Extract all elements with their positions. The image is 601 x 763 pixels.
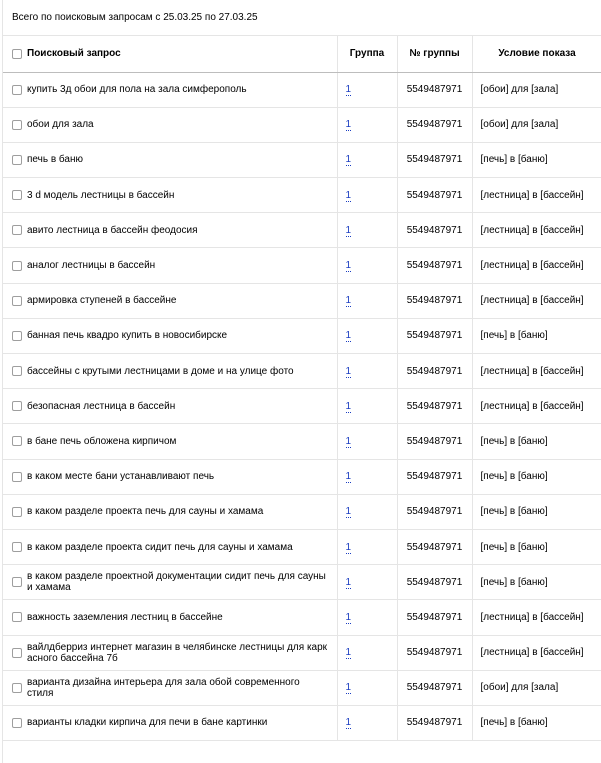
group-number-cell: 5549487971 <box>397 72 472 107</box>
query-cell <box>3 283 337 318</box>
condition-cell: [лестница] в [бассейн] <box>472 178 601 213</box>
group-cell <box>337 72 397 107</box>
query-text: банная печь квадро купить в новосибирске <box>27 330 228 342</box>
search-queries-table <box>3 36 601 741</box>
group-link[interactable]: 1 <box>345 154 352 166</box>
query-cell <box>3 142 337 177</box>
row-checkbox[interactable] <box>12 85 22 95</box>
group-number-cell: 5549487971 <box>397 600 472 635</box>
row-checkbox[interactable] <box>12 120 22 130</box>
condition-cell: [печь] в [баню] <box>472 318 601 353</box>
query-cell <box>3 705 337 740</box>
condition-cell: [обои] для [зала] <box>472 72 601 107</box>
condition-cell: [печь] в [баню] <box>472 142 601 177</box>
group-link[interactable]: 1 <box>345 682 352 694</box>
group-number-cell: 5549487971 <box>397 529 472 564</box>
query-cell <box>3 459 337 494</box>
report-panel <box>2 0 601 763</box>
group-link[interactable]: 1 <box>345 400 352 412</box>
group-link[interactable]: 1 <box>345 576 352 588</box>
group-number-cell: 5549487971 <box>397 142 472 177</box>
condition-cell: [печь] в [баню] <box>472 424 601 459</box>
condition-cell: [лестница] в [бассейн] <box>472 213 601 248</box>
table-row <box>3 107 601 142</box>
group-number-cell: 5549487971 <box>397 635 472 670</box>
row-checkbox[interactable] <box>12 190 22 200</box>
column-header-group-no: № группы <box>397 36 472 72</box>
group-link[interactable]: 1 <box>345 541 352 553</box>
row-checkbox[interactable] <box>12 401 22 411</box>
group-number-cell: 5549487971 <box>397 178 472 213</box>
table-row <box>3 494 601 529</box>
table-row <box>3 565 601 600</box>
report-summary: Всего по поисковым запросам с 25.03.25 по 27.03.25 <box>3 0 601 36</box>
group-cell <box>337 142 397 177</box>
query-cell <box>3 72 337 107</box>
group-cell <box>337 248 397 283</box>
condition-cell: [обои] для [зала] <box>472 670 601 705</box>
table-row <box>3 72 601 107</box>
row-checkbox[interactable] <box>12 155 22 165</box>
query-cell <box>3 600 337 635</box>
condition-cell: [печь] в [баню] <box>472 494 601 529</box>
group-link[interactable]: 1 <box>345 119 352 131</box>
group-cell <box>337 318 397 353</box>
condition-cell: [печь] в [баню] <box>472 459 601 494</box>
group-cell <box>337 283 397 318</box>
group-number-cell: 5549487971 <box>397 318 472 353</box>
group-link[interactable]: 1 <box>345 330 352 342</box>
row-checkbox[interactable] <box>12 261 22 271</box>
query-text: в каком разделе проекта сидит печь для сауны и хамама <box>27 541 293 553</box>
query-cell <box>3 494 337 529</box>
query-text: варианты кладки кирпича для печи в бане картинки <box>27 717 268 729</box>
query-cell <box>3 248 337 283</box>
column-header-condition: Условие показа <box>472 36 601 72</box>
query-cell <box>3 389 337 424</box>
query-cell <box>3 318 337 353</box>
group-link[interactable]: 1 <box>345 611 352 623</box>
table-row <box>3 705 601 740</box>
query-cell <box>3 565 337 600</box>
select-all-checkbox[interactable] <box>12 49 22 59</box>
row-checkbox[interactable] <box>12 331 22 341</box>
query-text: вайлдберриз интернет магазин в челябинске лестницы для карк асного бассейна 7б <box>27 641 328 664</box>
table-header-row <box>3 36 601 72</box>
condition-cell: [печь] в [баню] <box>472 705 601 740</box>
query-text: купить 3д обои для пола на зала симферополь <box>27 84 247 96</box>
query-cell <box>3 213 337 248</box>
column-header-query-label: Поисковый запрос <box>27 48 121 60</box>
query-text: обои для зала <box>27 119 94 131</box>
group-cell <box>337 494 397 529</box>
table-row <box>3 424 601 459</box>
row-checkbox[interactable] <box>12 366 22 376</box>
group-number-cell: 5549487971 <box>397 424 472 459</box>
row-checkbox[interactable] <box>12 648 22 658</box>
query-cell <box>3 107 337 142</box>
table-row <box>3 459 601 494</box>
group-number-cell: 5549487971 <box>397 705 472 740</box>
table-row <box>3 318 601 353</box>
row-checkbox[interactable] <box>12 542 22 552</box>
group-link[interactable]: 1 <box>345 260 352 272</box>
query-text: в каком разделе проектной документации сидит печь для сауны и хамама <box>27 571 326 594</box>
table-row <box>3 213 601 248</box>
table-row <box>3 142 601 177</box>
group-number-cell: 5549487971 <box>397 670 472 705</box>
row-checkbox[interactable] <box>12 472 22 482</box>
group-link[interactable]: 1 <box>345 84 352 96</box>
group-number-cell: 5549487971 <box>397 494 472 529</box>
query-cell <box>3 178 337 213</box>
query-cell <box>3 529 337 564</box>
table-row <box>3 283 601 318</box>
group-cell <box>337 600 397 635</box>
row-checkbox[interactable] <box>12 507 22 517</box>
query-text: аналог лестницы в бассейн <box>27 260 156 272</box>
group-link[interactable]: 1 <box>345 295 352 307</box>
group-number-cell: 5549487971 <box>397 248 472 283</box>
table-row <box>3 248 601 283</box>
query-cell <box>3 424 337 459</box>
query-text: армировка ступеней в бассейне <box>27 295 177 307</box>
query-text: в каком месте бани устанавливают печь <box>27 471 215 483</box>
group-link[interactable]: 1 <box>345 506 352 518</box>
group-number-cell: 5549487971 <box>397 565 472 600</box>
table-row <box>3 670 601 705</box>
table-row <box>3 389 601 424</box>
group-cell <box>337 635 397 670</box>
group-cell <box>337 354 397 389</box>
condition-cell: [лестница] в [бассейн] <box>472 635 601 670</box>
group-link[interactable]: 1 <box>345 365 352 377</box>
group-cell <box>337 705 397 740</box>
table-row <box>3 178 601 213</box>
group-cell <box>337 213 397 248</box>
group-link[interactable]: 1 <box>345 189 352 201</box>
row-checkbox[interactable] <box>12 296 22 306</box>
condition-cell: [печь] в [баню] <box>472 565 601 600</box>
query-text: бассейны с крутыми лестницами в доме и на улице фото <box>27 365 294 377</box>
group-cell <box>337 529 397 564</box>
row-checkbox[interactable] <box>12 577 22 587</box>
row-checkbox[interactable] <box>12 718 22 728</box>
condition-cell: [лестница] в [бассейн] <box>472 283 601 318</box>
table-row <box>3 354 601 389</box>
query-cell <box>3 670 337 705</box>
query-text: варианта дизайна интерьера для зала обой современного стиля <box>27 676 300 699</box>
group-number-cell: 5549487971 <box>397 389 472 424</box>
group-link[interactable]: 1 <box>345 717 352 729</box>
query-cell <box>3 635 337 670</box>
query-cell <box>3 354 337 389</box>
query-text: в бане печь обложена кирпичом <box>27 435 177 447</box>
condition-cell: [лестница] в [бассейн] <box>472 600 601 635</box>
group-cell <box>337 107 397 142</box>
group-cell <box>337 670 397 705</box>
condition-cell: [лестница] в [бассейн] <box>472 389 601 424</box>
group-number-cell: 5549487971 <box>397 107 472 142</box>
row-checkbox[interactable] <box>12 436 22 446</box>
condition-cell: [лестница] в [бассейн] <box>472 354 601 389</box>
table-row <box>3 635 601 670</box>
row-checkbox[interactable] <box>12 683 22 693</box>
condition-cell: [обои] для [зала] <box>472 107 601 142</box>
group-cell <box>337 459 397 494</box>
query-text: в каком разделе проекта печь для сауны и хамама <box>27 506 264 518</box>
query-text: авито лестница в бассейн феодосия <box>27 224 198 236</box>
group-link[interactable]: 1 <box>345 471 352 483</box>
group-number-cell: 5549487971 <box>397 459 472 494</box>
group-number-cell: 5549487971 <box>397 213 472 248</box>
query-text: важность заземления лестниц в бассейне <box>27 611 223 623</box>
group-number-cell: 5549487971 <box>397 354 472 389</box>
query-text: 3 d модель лестницы в бассейн <box>27 189 175 201</box>
condition-cell: [лестница] в [бассейн] <box>472 248 601 283</box>
group-link[interactable]: 1 <box>345 647 352 659</box>
condition-cell: [печь] в [баню] <box>472 529 601 564</box>
query-text: печь в баню <box>27 154 84 166</box>
row-checkbox[interactable] <box>12 612 22 622</box>
column-header-group: Группа <box>337 36 397 72</box>
group-link[interactable]: 1 <box>345 435 352 447</box>
table-row <box>3 600 601 635</box>
column-header-query <box>3 36 337 72</box>
table-row <box>3 529 601 564</box>
group-cell <box>337 389 397 424</box>
row-checkbox[interactable] <box>12 225 22 235</box>
group-cell <box>337 565 397 600</box>
query-text: безопасная лестница в бассейн <box>27 400 176 412</box>
group-cell <box>337 424 397 459</box>
group-link[interactable]: 1 <box>345 224 352 236</box>
group-number-cell: 5549487971 <box>397 283 472 318</box>
group-cell <box>337 178 397 213</box>
